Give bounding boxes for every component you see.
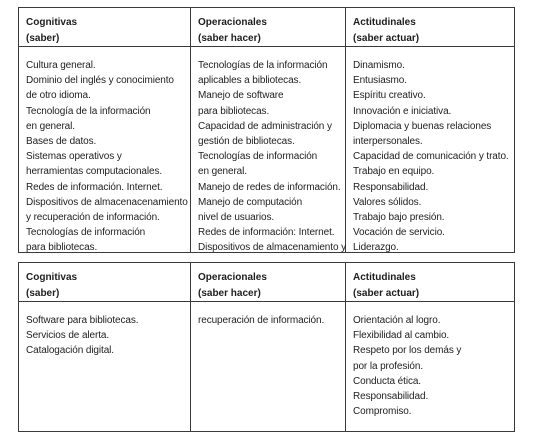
column-actitudinales xyxy=(346,302,514,432)
table-header-row xyxy=(19,8,514,47)
cell-line: Tecnologías de la información xyxy=(198,60,328,71)
cell-line: Cultura general. xyxy=(26,60,96,71)
cell-line: Conducta ética. xyxy=(353,375,421,387)
cell-line: Liderazgo. xyxy=(353,242,399,254)
header-cognitivas xyxy=(19,8,191,46)
cell-line: Innovación e iniciativa. xyxy=(353,105,452,117)
column-operacionales xyxy=(191,47,346,253)
header-title: Operacionales xyxy=(198,272,267,283)
column-actitudinales xyxy=(346,47,514,253)
cell-line: Trabajo bajo presión. xyxy=(353,212,445,224)
cell-line: Servicios de alerta. xyxy=(26,330,110,342)
cell-line: recuperación de información. xyxy=(198,315,325,326)
cell-line: Manejo de computación xyxy=(198,196,303,208)
cell-line: Dispositivos de almacenamiento y xyxy=(198,242,346,254)
cell-line: Bases de datos. xyxy=(26,136,97,148)
cell-line: Flexibilidad al cambio. xyxy=(353,330,450,342)
header-actitudinales xyxy=(346,8,514,46)
header-actitudinales xyxy=(346,263,514,301)
table-body-row xyxy=(19,302,514,432)
cell-line: Tecnología de la información xyxy=(26,105,151,117)
header-subtitle: (saber) xyxy=(26,33,60,44)
cell-line: Capacidad de comunicación y trato. xyxy=(353,151,509,163)
cell-line: Manejo de software xyxy=(198,90,284,102)
cell-line: herramientas computacionales. xyxy=(26,166,163,178)
header-subtitle: (saber hacer) xyxy=(198,33,261,44)
competencias-table-2 xyxy=(18,262,515,432)
cell-line: Orientación al logro. xyxy=(353,315,441,326)
cell-line: Sistemas operativos y xyxy=(26,151,122,163)
cell-line: en general. xyxy=(26,120,75,132)
cell-line: Trabajo en equipo. xyxy=(353,166,435,178)
cell-line: Espíritu creativo. xyxy=(353,90,426,102)
header-subtitle: (saber hacer) xyxy=(198,288,261,299)
header-cognitivas xyxy=(19,263,191,301)
cell-line: Entusiasmo. xyxy=(353,75,407,87)
cell-line: Manejo de redes de información. xyxy=(198,181,341,193)
cell-line: Dispositivos de almacenacenamiento xyxy=(26,196,188,208)
cell-line: Vocación de servicio. xyxy=(353,227,445,239)
cell-line: Capacidad de administración y xyxy=(198,120,332,132)
header-title: Actitudinales xyxy=(353,17,416,28)
cell-line: para bibliotecas. xyxy=(198,105,270,117)
cell-line: Redes de información. Internet. xyxy=(26,181,163,193)
header-operacionales xyxy=(191,263,346,301)
cell-line: Responsabilidad. xyxy=(353,391,429,403)
cell-line: de otro idioma. xyxy=(26,90,91,102)
cell-line: Responsabilidad. xyxy=(353,181,429,193)
cell-line: Tecnologías de información xyxy=(198,151,318,163)
column-cognitivas xyxy=(19,47,191,253)
header-title: Cognitivas xyxy=(26,17,78,28)
cell-line: Respeto por los demás y xyxy=(353,345,462,357)
cell-line: por la profesión. xyxy=(353,360,424,372)
cell-line: Compromiso. xyxy=(353,406,412,418)
column-cognitivas xyxy=(19,302,191,432)
cell-line: y recuperación de información. xyxy=(26,212,160,224)
cell-line: nivel de usuarios. xyxy=(198,212,275,224)
cell-line: Dinamismo. xyxy=(353,60,405,71)
cell-line: Tecnologías de información xyxy=(26,227,146,239)
cell-line: Valores sólidos. xyxy=(353,196,422,208)
cell-line: en general. xyxy=(198,166,247,178)
cell-line: aplicables a bibliotecas. xyxy=(198,75,302,87)
competencias-table-1 xyxy=(18,7,515,253)
cell-line: interpersonales. xyxy=(353,136,423,148)
column-operacionales xyxy=(191,302,346,432)
cell-line: Software para bibliotecas. xyxy=(26,315,139,326)
cell-line: Catalogación digital. xyxy=(26,345,114,357)
cell-line: para bibliotecas. xyxy=(26,242,98,254)
header-operacionales xyxy=(191,8,346,46)
cell-line: Dominio del inglés y conocimiento xyxy=(26,75,174,87)
cell-line: gestión de bibliotecas. xyxy=(198,136,295,148)
header-subtitle: (saber actuar) xyxy=(353,33,420,44)
header-subtitle: (saber actuar) xyxy=(353,288,420,299)
cell-line: Diplomacia y buenas relaciones xyxy=(353,120,492,132)
header-subtitle: (saber) xyxy=(26,288,60,299)
header-title: Actitudinales xyxy=(353,272,416,283)
header-title: Cognitivas xyxy=(26,272,78,283)
header-title: Operacionales xyxy=(198,17,267,28)
table-body-row xyxy=(19,47,514,253)
cell-line: Redes de información: Internet. xyxy=(198,227,335,239)
table-header-row xyxy=(19,263,514,302)
